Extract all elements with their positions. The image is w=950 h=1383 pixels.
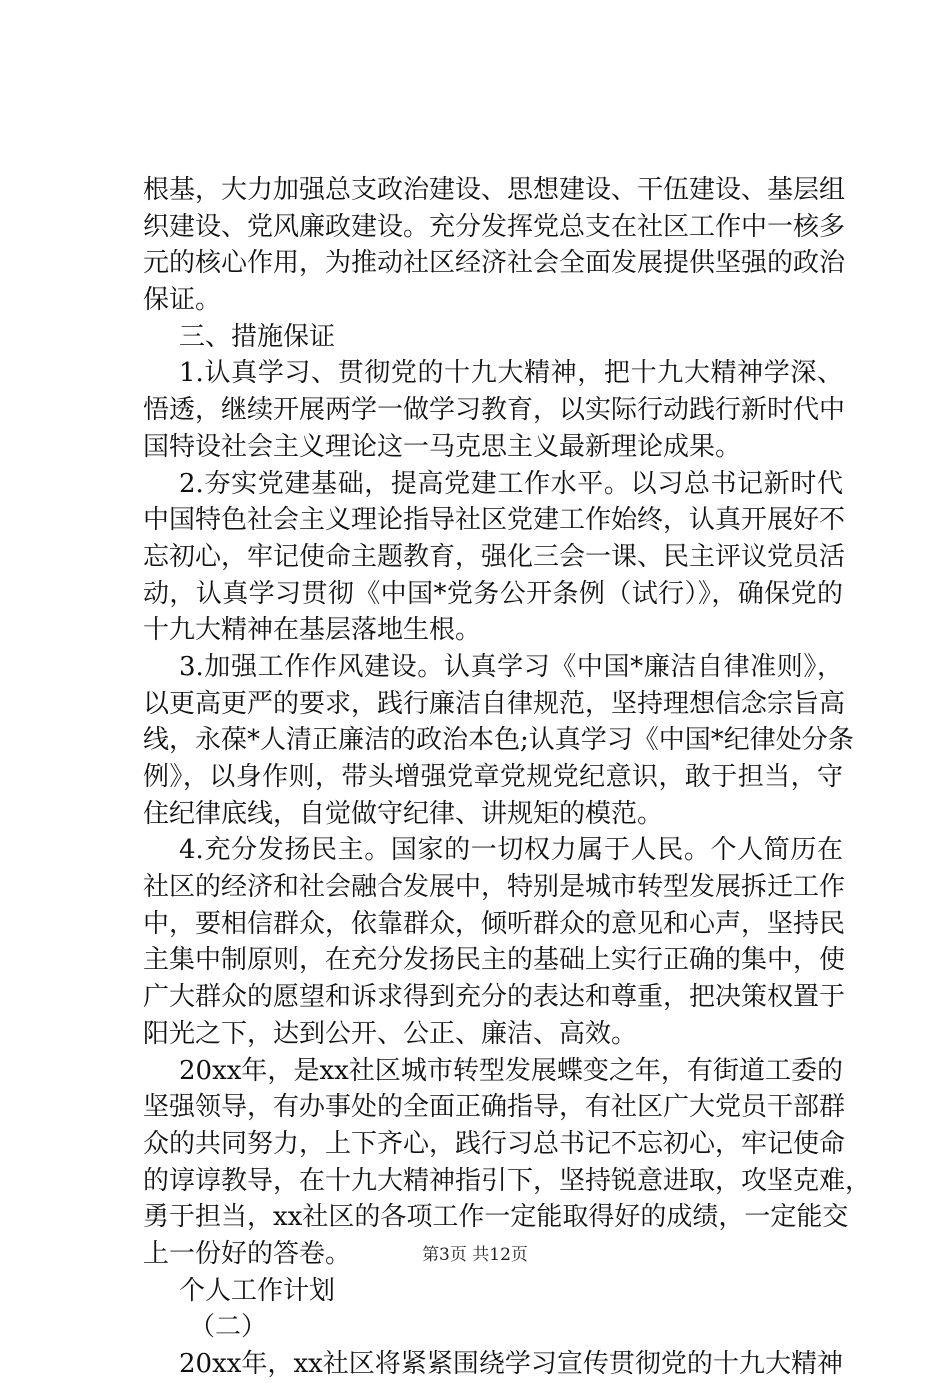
text-line: 保证。: [143, 285, 222, 316]
text-line: 以更高更严的要求，践行廉洁自律规范，坚持理想信念宗旨高: [143, 688, 846, 719]
section-number: （二）: [189, 1312, 268, 1343]
text-line: 住纪律底线，自觉做守纪律、讲规矩的模范。: [143, 798, 664, 829]
section-heading: 三、措施保证: [179, 321, 336, 352]
text-line: 2.夯实党建基础，提高党建工作水平。以习总书记新时代: [179, 468, 843, 499]
text-line: 广大群众的愿望和诉求得到充分的表达和尊重，把决策权置于: [143, 982, 846, 1013]
text-line: 勇于担当，xx社区的各项工作一定能取得好的成绩，一定能交: [143, 1202, 849, 1233]
text-line: 20xx年，是xx社区城市转型发展蝶变之年，有街道工委的: [179, 1055, 843, 1086]
text-line: 悟透，继续开展两学一做学习教育，以实际行动践行新时代中: [143, 395, 846, 426]
text-line: 中国特色社会主义理论指导社区党建工作始终，认真开展好不: [143, 505, 846, 536]
document-body: [143, 172, 872, 1383]
text-line: 例》，以身作则，带头增强党章党规党纪意识，敢于担当，守: [143, 762, 843, 792]
text-line: 十九大精神在基层落地生根。: [143, 615, 482, 646]
text-line: 3.加强工作作风建设。认真学习《中国*廉洁自律准则》，: [179, 651, 843, 682]
text-line: 上一份好的答卷。: [143, 1238, 352, 1269]
text-line: 线，永葆*人清正廉洁的政治本色;认真学习《中国*纪律处分条: [143, 725, 854, 756]
text-line: 织建设、党风廉政建设。充分发挥党总支在社区工作中一核多: [143, 211, 846, 242]
page-number: 第3页 共12页: [422, 1245, 528, 1265]
text-line: 国特设社会主义理论这一马克思主义最新理论成果。: [143, 431, 742, 462]
text-line: 中，要相信群众，依靠群众，倾听群众的意见和心声，坚持民: [143, 908, 846, 939]
text-line: 主集中制原则，在充分发扬民主的基础上实行正确的集中，使: [143, 945, 846, 976]
text-line: 动，认真学习贯彻《中国*党务公开条例（试行）》，确保党的: [143, 578, 843, 609]
text-line: 坚强领导，有办事处的全面正确指导，有社区广大党员干部群: [143, 1092, 846, 1123]
text-line: 1.认真学习、贯彻党的十九大精神，把十九大精神学深、: [179, 358, 843, 389]
text-line: 元的核心作用，为推动社区经济社会全面发展提供坚强的政治: [143, 248, 846, 279]
text-line: 阳光之下，达到公开、公正、廉洁、高效。: [143, 1018, 638, 1049]
text-line: 的谆谆教导，在十九大精神指引下，坚持锐意进取，攻坚克难，: [143, 1165, 872, 1196]
text-line: 4.充分发扬民主。国家的一切权力属于人民。个人简历在: [179, 835, 843, 866]
section-heading: 个人工作计划: [179, 1275, 336, 1306]
text-line: 众的共同努力，上下齐心，践行习总书记不忘初心，牢记使命: [143, 1128, 846, 1159]
text-line: 20xx年，xx社区将紧紧围绕学习宣传贯彻党的十九大精神: [179, 1349, 843, 1379]
text-line: 社区的经济和社会融合发展中，特别是城市转型发展拆迁工作: [143, 872, 846, 903]
page-footer: [0, 1243, 950, 1267]
text-line: 根基，大力加强总支政治建设、思想建设、干伍建设、基层组: [143, 175, 846, 205]
text-line: 忘初心，牢记使命主题教育，强化三会一课、民主评议党员活: [143, 541, 846, 572]
